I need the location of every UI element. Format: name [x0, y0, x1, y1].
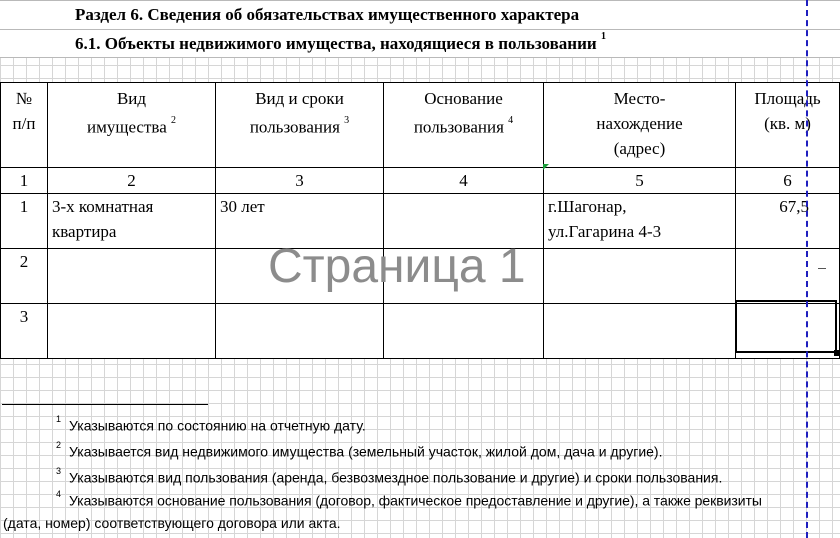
section-title-text: Раздел 6. Сведения об обязательствах имущественного характера — [75, 5, 580, 24]
header-text: имущества — [87, 117, 167, 137]
footnote-ref: 4 — [508, 115, 514, 126]
area-cell[interactable] — [736, 194, 840, 249]
section-title[interactable] — [75, 5, 579, 25]
footnote-3[interactable] — [56, 466, 723, 486]
area-cell[interactable] — [736, 249, 840, 304]
comment-marker-icon[interactable] — [543, 164, 549, 170]
column-number-cell[interactable]: 2 — [48, 168, 216, 194]
kind-cell[interactable] — [48, 304, 216, 359]
footnote-text: (дата, номер) соответствующего договора или акта. — [3, 515, 341, 531]
property-table — [0, 82, 840, 359]
location-cell[interactable] — [544, 304, 736, 359]
header-text: п/п — [12, 114, 36, 133]
cell-text: ул.Гагарина 4-3 — [548, 222, 662, 241]
footnote-text: Указываются по состоянию на отчетную дату. — [69, 417, 366, 434]
page-watermark: Страница 1 — [268, 240, 526, 293]
location-cell[interactable] — [544, 194, 736, 249]
fill-handle[interactable] — [834, 350, 840, 356]
subsection-title[interactable] — [75, 31, 606, 54]
footnote-ref: 1 — [56, 414, 62, 424]
cell-text: 3-х комнатная — [52, 197, 154, 216]
header-text: № — [15, 89, 33, 108]
row-number-cell[interactable]: 1 — [1, 194, 48, 249]
gridline — [0, 29, 840, 30]
header-text: пользования — [249, 117, 340, 137]
cell-text: 67,5 — [779, 197, 809, 216]
footnote-text: Указываются вид пользования (аренда, безвозмездное пользование и другие) и сроки пользования. — [69, 469, 723, 486]
footnote-4[interactable] — [56, 489, 762, 509]
header-text: (адрес) — [613, 139, 666, 158]
kind-cell[interactable] — [48, 194, 216, 249]
header-cell-num[interactable] — [1, 83, 48, 168]
basis-cell[interactable] — [384, 304, 544, 359]
row-number-cell[interactable]: 2 — [1, 249, 48, 304]
footnote-ref: 2 — [171, 115, 176, 126]
header-row — [1, 83, 840, 168]
term-cell[interactable]: 30 лет — [216, 194, 384, 249]
header-text: (кв. м) — [764, 114, 811, 133]
cell-text: г.Шагонар, — [548, 197, 627, 216]
gridline — [0, 57, 840, 58]
subsection-title-text: 6.1. Объекты недвижимого имущества, находящиеся в пользовании — [75, 34, 597, 53]
header-text: пользования — [413, 117, 504, 137]
header-text: Место- — [613, 89, 666, 108]
column-number-cell[interactable]: 5 — [544, 168, 736, 194]
location-cell[interactable] — [544, 249, 736, 304]
header-cell-kind[interactable] — [48, 83, 216, 168]
cell-text: квартира — [52, 222, 117, 241]
term-cell[interactable] — [216, 304, 384, 359]
header-cell-basis[interactable] — [384, 83, 544, 168]
header-text: Основание — [424, 89, 503, 108]
footnote-1[interactable] — [56, 414, 366, 434]
footnote-text: Указываются основание пользования (договор, фактическое предоставление и другие), а также реквизиты — [68, 492, 762, 509]
footnote-ref: 3 — [56, 466, 62, 476]
page-break-line — [806, 0, 808, 538]
footnote-text: Указывается вид недвижимого имущества (земельный участок, жилой дом, дача и другие). — [69, 443, 663, 460]
header-text: Вид — [116, 89, 147, 108]
kind-cell[interactable] — [48, 249, 216, 304]
column-number-cell[interactable]: 4 — [384, 168, 544, 194]
footnote-2[interactable] — [56, 440, 663, 460]
header-text: Вид и сроки — [255, 89, 344, 108]
column-number-cell[interactable]: 6 — [736, 168, 840, 194]
header-text: нахождение — [596, 114, 683, 133]
header-text: Площадь — [754, 89, 821, 108]
footnote-ref: 1 — [600, 31, 606, 43]
table-row — [1, 304, 840, 359]
footnote-4-continuation[interactable] — [3, 515, 341, 531]
footnote-ref: 3 — [344, 115, 350, 126]
header-cell-term[interactable] — [216, 83, 384, 168]
column-number-cell[interactable]: 3 — [216, 168, 384, 194]
footnote-ref: 4 — [56, 489, 61, 499]
row-number-cell[interactable]: 3 — [1, 304, 48, 359]
header-cell-location[interactable] — [544, 83, 736, 168]
header-cell-area[interactable] — [736, 83, 840, 168]
cell-dash — [818, 268, 826, 269]
column-number-cell[interactable]: 1 — [1, 168, 48, 194]
gridline — [0, 0, 840, 1]
footnote-separator — [2, 404, 208, 405]
column-number-row — [1, 168, 840, 194]
footnote-ref: 2 — [56, 440, 62, 450]
selected-cell-cursor[interactable] — [735, 300, 837, 353]
